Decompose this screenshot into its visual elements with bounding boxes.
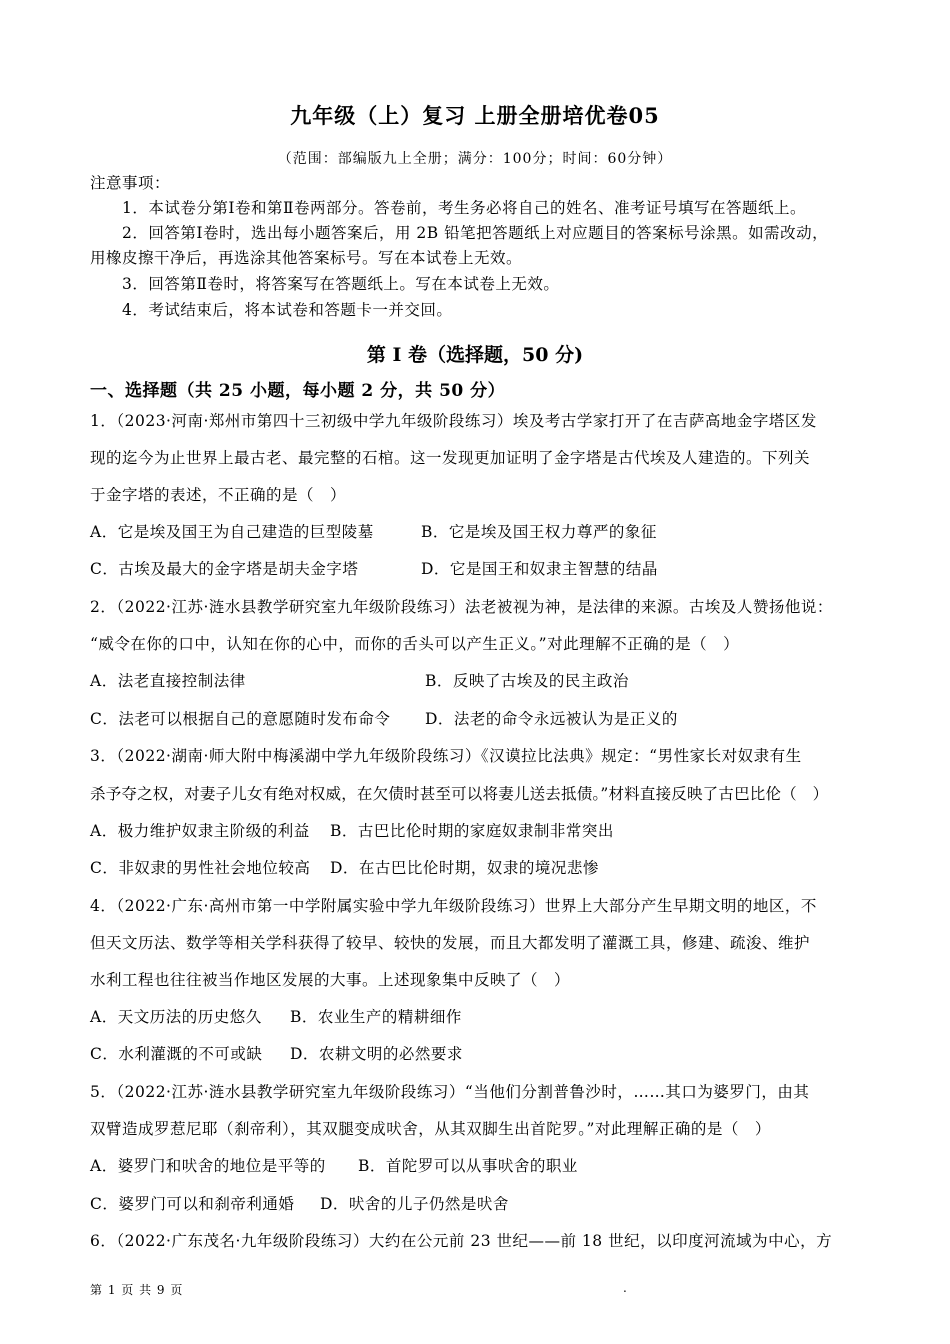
question-text-line: 但天文历法、数学等相关学科获得了较早、较快的发展，而且大都发明了灌溉工具，修建、疏浚、维护 bbox=[90, 934, 811, 952]
option-d: D．农耕文明的必然要求 bbox=[290, 1045, 463, 1063]
question-text-line: 于金字塔的表述，不正确的是（ ） bbox=[90, 486, 347, 504]
exam-scope-subtitle: （范围：部编版九上全册；满分：100分；时间：60分钟） bbox=[277, 151, 673, 167]
note-3: 3．回答第Ⅱ卷时，将答案写在答题纸上。写在本试卷上无效。 bbox=[122, 275, 560, 293]
question-text-line: 水利工程也往往被当作地区发展的大事。上述现象集中反映了（ ） bbox=[90, 971, 571, 989]
page-title: 九年级（上）复习 上册全册培优卷05 bbox=[290, 103, 660, 128]
option-a: A．极力维护奴隶主阶级的利益 bbox=[90, 822, 310, 840]
page-number: 第 1 页 共 9 页 bbox=[90, 1283, 184, 1297]
question-text-line: 1．（2023·河南·郑州市第四十三初级中学九年级阶段练习）埃及考古学家打开了在吉萨高地金字塔区发 bbox=[90, 412, 817, 430]
section-title: 第 I 卷（选择题，50 分) bbox=[366, 344, 584, 366]
question-text-line: 双臂造成罗惹尼耶（刹帝利），其双腿变成吠舍，从其双脚生出首陀罗。”对此理解正确的是（ ） bbox=[90, 1120, 771, 1138]
option-a: A．它是埃及国王为自己建造的巨型陵墓 bbox=[90, 523, 374, 541]
note-1: 1．本试卷分第Ⅰ卷和第Ⅱ卷两部分。答卷前，考生务必将自己的姓名、准考证号填写在答题纸上。 bbox=[122, 199, 807, 217]
note-2-line-2: 用橡皮擦干净后，再选涂其他答案标号。写在本试卷上无效。 bbox=[90, 249, 523, 267]
option-d: D．它是国王和奴隶主智慧的结晶 bbox=[421, 560, 658, 578]
footer-dot: . bbox=[623, 1281, 627, 1295]
question-text-line: 2．（2022·江苏·涟水县教学研究室九年级阶段练习）法老被视为神，是法律的来源。古埃及人赞扬他说： bbox=[90, 598, 833, 616]
option-b: B．古巴比伦时期的家庭奴隶制非常突出 bbox=[330, 822, 614, 840]
note-2-line-1: 2．回答第Ⅰ卷时，选出每小题答案后，用 2B 铅笔把答题纸上对应题目的答案标号涂黑。如需改动， bbox=[122, 224, 829, 242]
question-text-line: 现的迄今为止世界上最古老、最完整的石棺。这一发现更加证明了金字塔是古代埃及人建造的。下列关 bbox=[90, 449, 811, 467]
option-b: B．农业生产的精耕细作 bbox=[290, 1008, 462, 1026]
option-c: C．水利灌溉的不可或缺 bbox=[90, 1045, 263, 1063]
option-d: D．在古巴比伦时期，奴隶的境况悲惨 bbox=[330, 859, 599, 877]
option-c: C．古埃及最大的金字塔是胡夫金字塔 bbox=[90, 560, 359, 578]
option-c: C．婆罗门可以和刹帝利通婚 bbox=[90, 1195, 295, 1213]
option-a: A．天文历法的历史悠久 bbox=[90, 1008, 262, 1026]
option-d: D．法老的命令永远被认为是正义的 bbox=[425, 710, 678, 728]
part-heading: 一、选择题（共 25 小题，每小题 2 分，共 50 分） bbox=[90, 381, 506, 401]
note-4: 4．考试结束后，将本试卷和答题卡一并交回。 bbox=[122, 301, 453, 319]
option-b: B．它是埃及国王权力尊严的象征 bbox=[421, 523, 657, 541]
question-text-line: 4．（2022·广东·高州市第一中学附属实验中学九年级阶段练习）世界上大部分产生早期文明的地区，不 bbox=[90, 897, 817, 915]
option-c: C．非奴隶的男性社会地位较高 bbox=[90, 859, 311, 877]
option-a: A．婆罗门和吠舍的地位是平等的 bbox=[90, 1157, 326, 1175]
question-text-line: 5．（2022·江苏·涟水县教学研究室九年级阶段练习）“当他们分割普鲁沙时，……其口为婆罗门，由其 bbox=[90, 1083, 810, 1101]
option-b: B．反映了古埃及的民主政治 bbox=[425, 672, 629, 690]
option-a: A．法老直接控制法律 bbox=[90, 672, 246, 690]
option-d: D．吠舍的儿子仍然是吠舍 bbox=[320, 1195, 509, 1213]
question-text-line: 3．（2022·湖南·师大附中梅溪湖中学九年级阶段练习）《汉谟拉比法典》规定：“男性家长对奴隶有生 bbox=[90, 747, 802, 765]
question-text-line: 6．（2022·广东茂名·九年级阶段练习）大约在公元前 23 世纪——前 18 世纪，以印度河流域为中心，方 bbox=[90, 1232, 833, 1250]
question-text-line: 杀予夺之权，对妻子儿女有绝对权威，在欠债时甚至可以将妻儿送去抵债。”材料直接反映了古巴比伦（ ） bbox=[90, 785, 829, 803]
option-c: C．法老可以根据自己的意愿随时发布命令 bbox=[90, 710, 391, 728]
question-text-line: “威令在你的口中，认知在你的心中，而你的舌头可以产生正义。”对此理解不正确的是（ ） bbox=[90, 635, 740, 653]
option-b: B．首陀罗可以从事吠舍的职业 bbox=[358, 1157, 578, 1175]
notes-heading: 注意事项： bbox=[90, 174, 171, 192]
